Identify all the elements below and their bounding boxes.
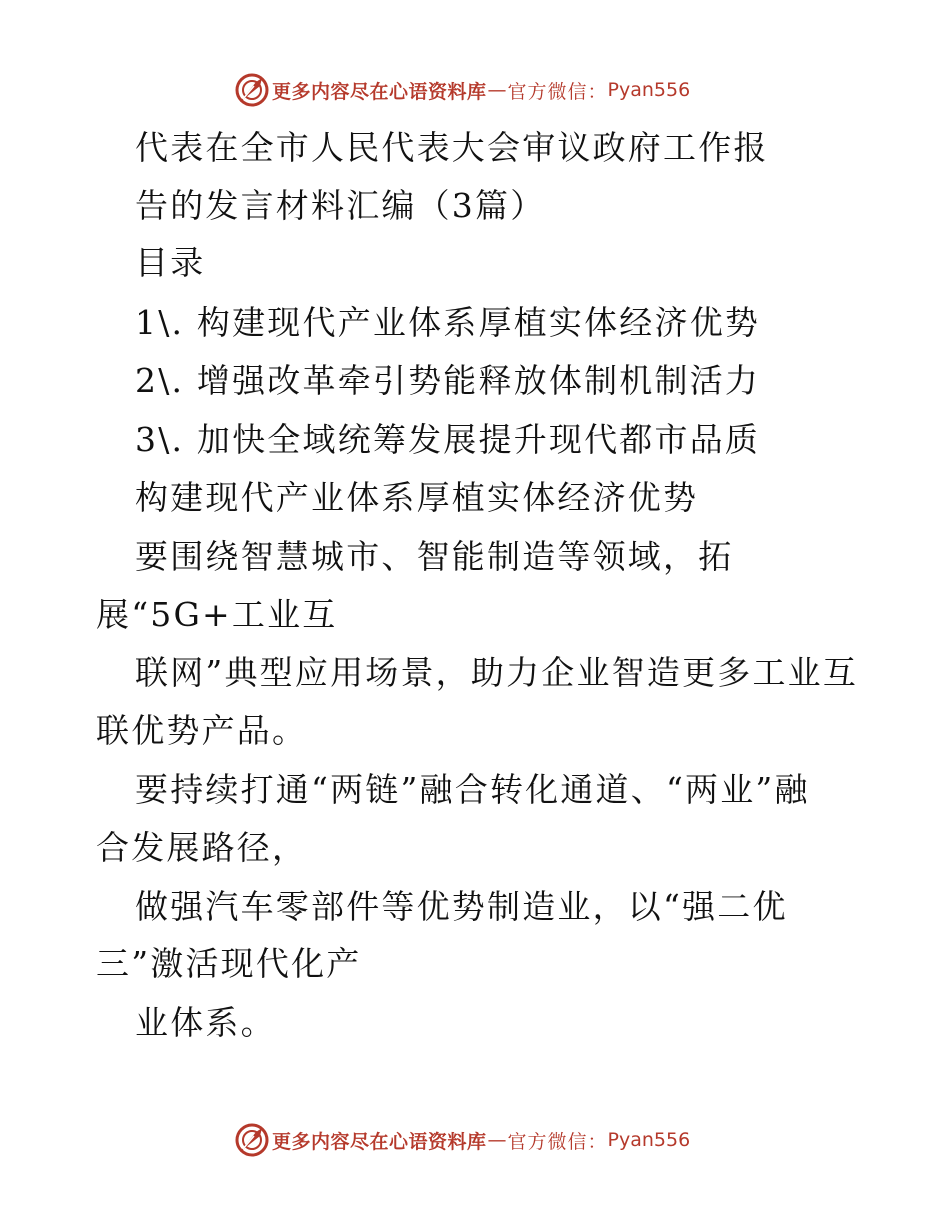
footer-watermark-banner: [234, 1121, 714, 1159]
paragraph-line: 做强汽车零部件等优势制造业，以“强二优: [135, 887, 788, 926]
toc-item: 2\. 增强改革牵引势能释放体制机制活力: [135, 361, 761, 400]
feather-logo-icon: [234, 72, 270, 108]
paragraph-line: 合发展路径，: [96, 828, 308, 867]
footer-banner-dash: —: [487, 1129, 507, 1151]
toc-item: 1\. 构建现代产业体系厚植实体经济优势: [135, 303, 761, 342]
paragraph-line: 三”激活现代化产: [96, 944, 362, 983]
feather-logo-icon: [234, 1122, 270, 1158]
footer-banner-wechat-id: Pyan556: [607, 1129, 691, 1151]
header-watermark-banner: [234, 71, 714, 109]
header-banner-label: 官方微信：: [507, 80, 608, 103]
toc-item: 3\. 加快全域统筹发展提升现代都市品质: [135, 420, 761, 459]
header-banner-title: 更多内容尽在心语资料库: [272, 80, 487, 103]
footer-banner-title: 更多内容尽在心语资料库: [272, 1130, 487, 1153]
document-title-line-2: 告的发言材料汇编（3篇）: [135, 186, 546, 225]
toc-heading: 目录: [135, 243, 206, 282]
paragraph-line: 业体系。: [135, 1003, 276, 1042]
paragraph-line: 要围绕智慧城市、智能制造等领域，拓: [135, 537, 734, 576]
paragraph-line: 展“5G+工业互: [96, 595, 338, 634]
paragraph-line: 联网”典型应用场景，助力企业智造更多工业互: [135, 653, 859, 692]
paragraph-line: 要持续打通“两链”融合转化通道、“两业”融: [135, 770, 810, 809]
section-title: 构建现代产业体系厚植实体经济优势: [135, 478, 699, 517]
footer-banner-label: 官方微信：: [507, 1130, 608, 1153]
header-banner-wechat-id: Pyan556: [607, 79, 691, 101]
header-banner-dash: —: [487, 79, 507, 101]
paragraph-line: 联优势产品。: [96, 711, 308, 750]
document-title-line-1: 代表在全市人民代表大会审议政府工作报: [135, 128, 769, 167]
